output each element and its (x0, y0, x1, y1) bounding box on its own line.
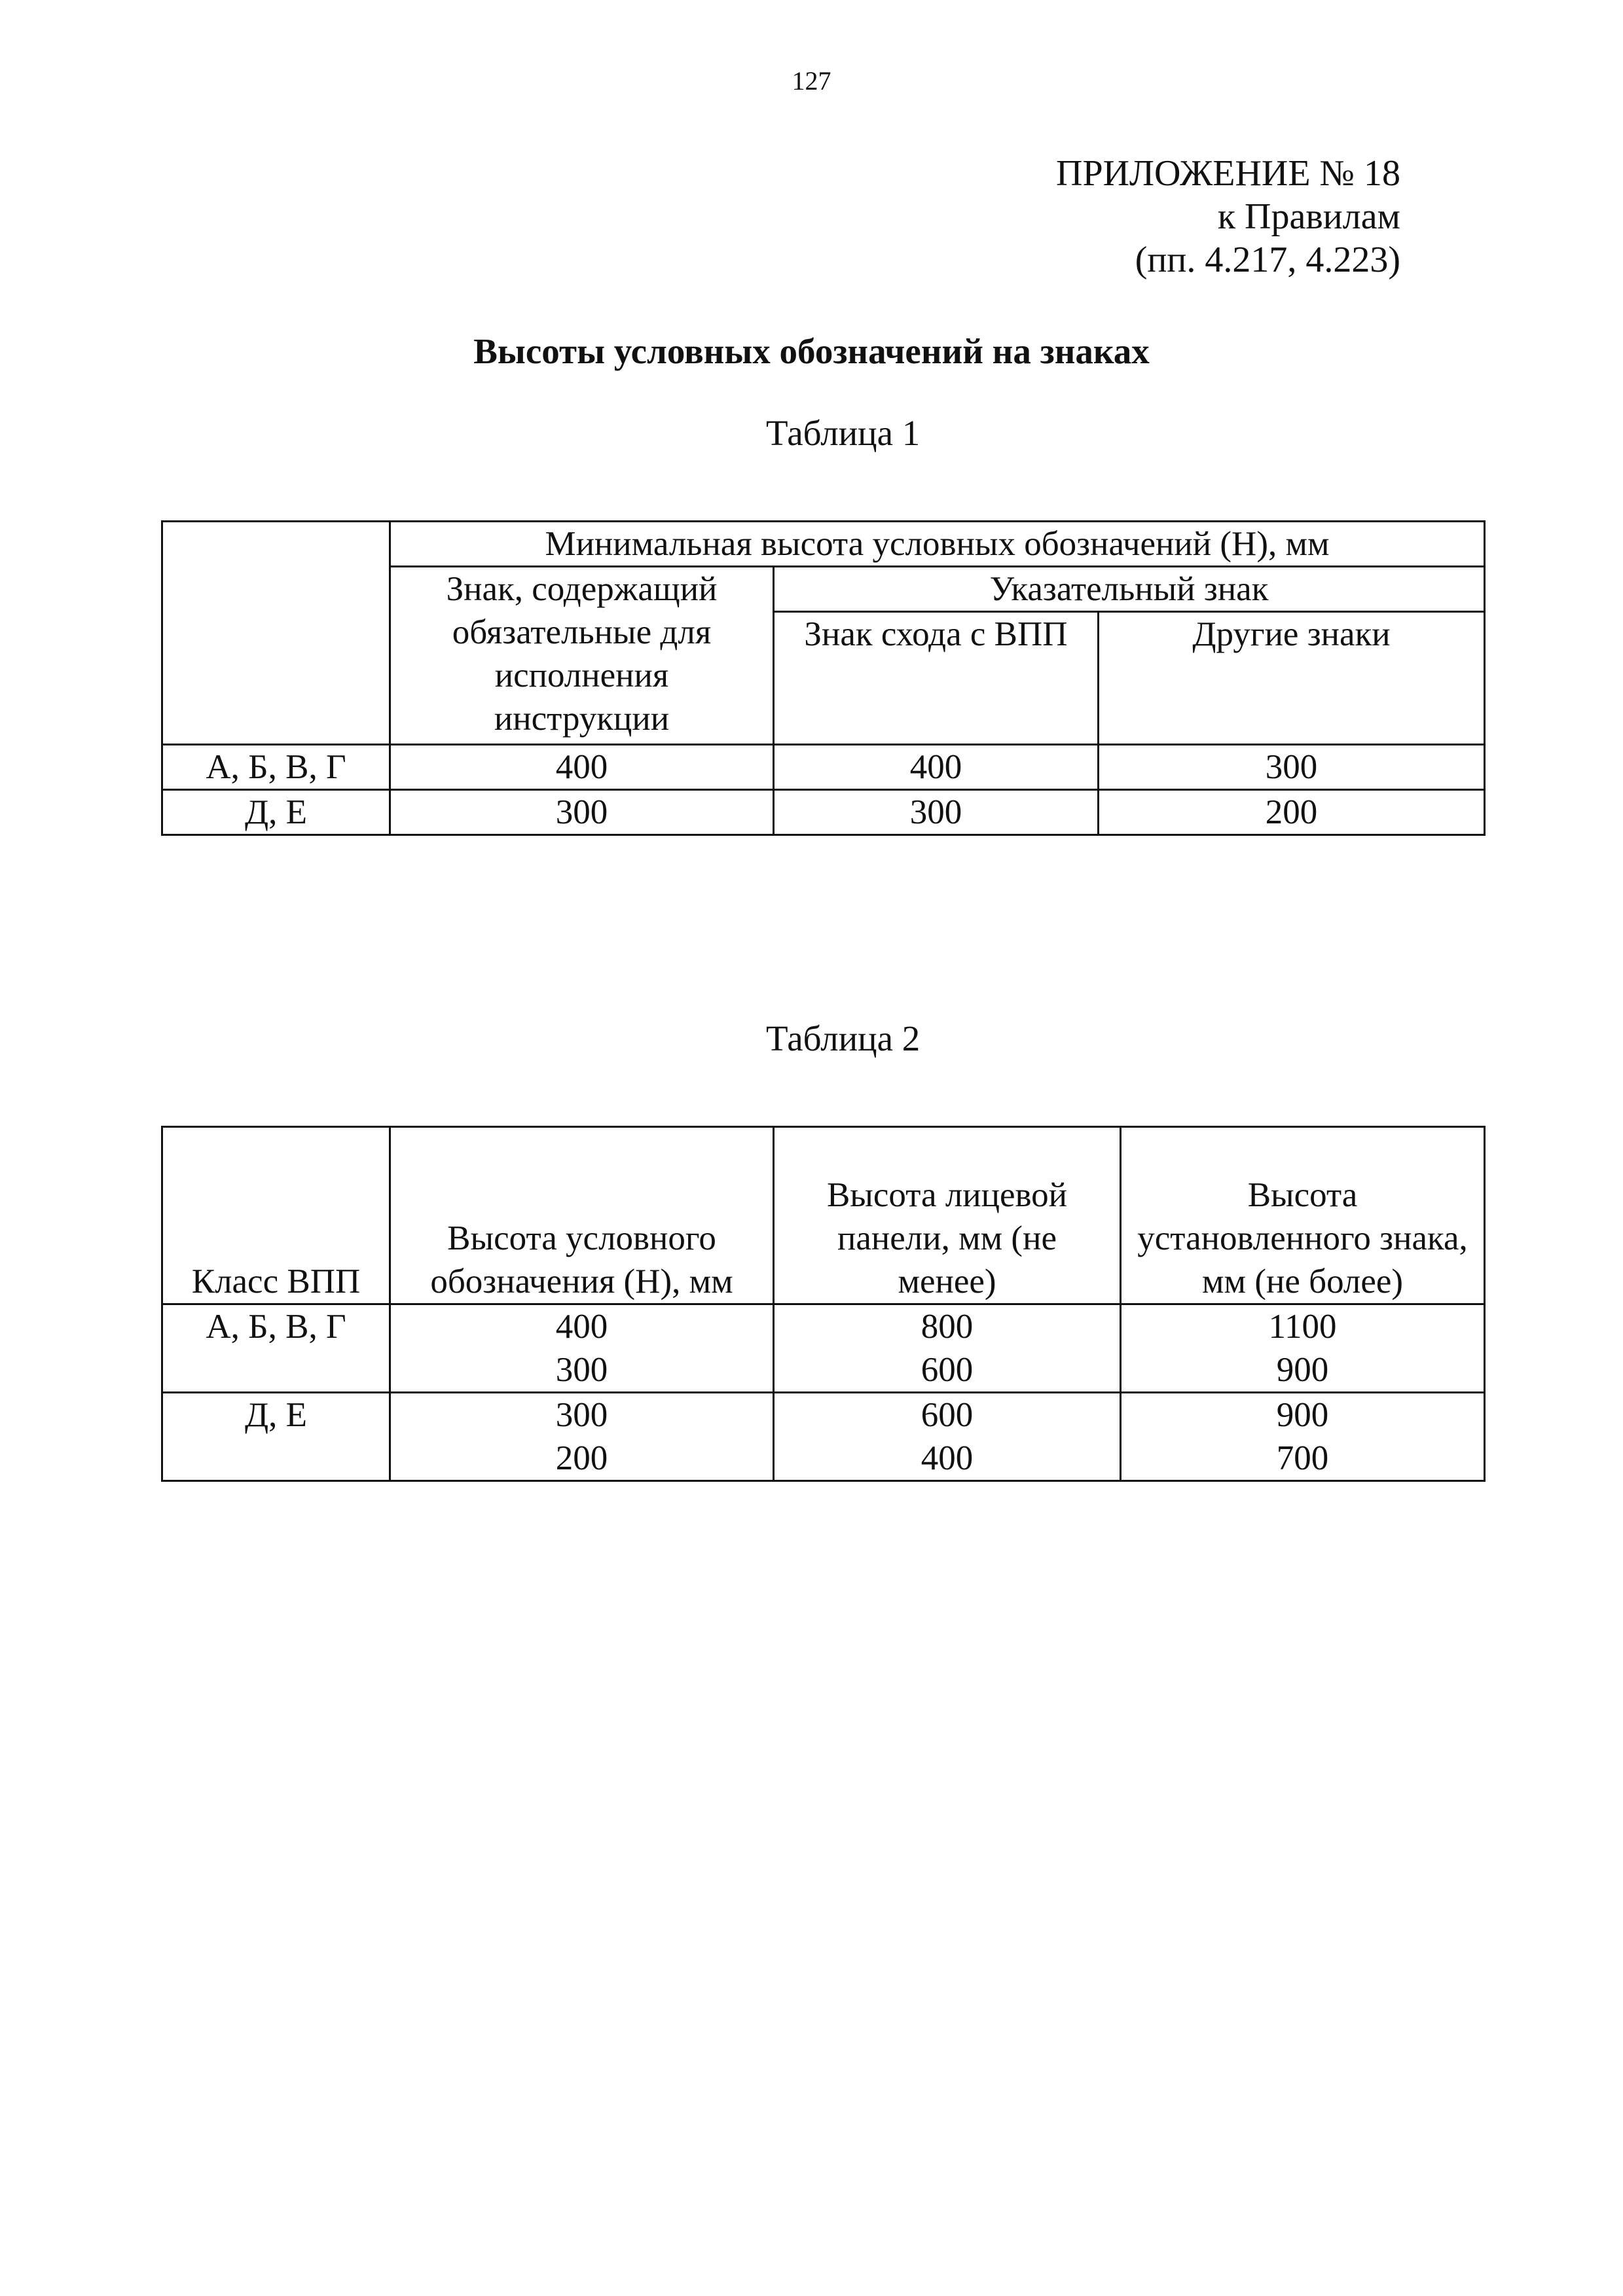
table2-row2-symbol (390, 1393, 774, 1481)
table1-header-direction: Указательный знак (774, 567, 1485, 612)
appendix-title: ПРИЛОЖЕНИЕ № 18 (1056, 153, 1400, 194)
table1-corner-cell (162, 522, 390, 745)
table1-row2-mandatory: 300 (390, 790, 774, 835)
table1-header-mandatory: Знак, содержащий обязательные для исполнения инструкции (390, 567, 774, 745)
table2-row1-class: А, Б, В, Г (162, 1304, 390, 1393)
table2-row2-symbol-value: 200 (555, 1439, 608, 1477)
table-row (162, 790, 1485, 835)
table2-row2-sign (1121, 1393, 1485, 1481)
table1-row2-class: Д, Е (162, 790, 390, 835)
table2-row1-symbol-value: 300 (555, 1351, 608, 1389)
table2-header-panel-height: Высота лицевой панели, мм (не менее) (774, 1127, 1121, 1304)
table2-row1-symbol-value: 400 (555, 1308, 608, 1346)
table-2 (161, 1126, 1486, 1482)
table-row (162, 1393, 1485, 1481)
table2-header-sign-height: Высота установленного знака, мм (не более) (1121, 1127, 1485, 1304)
table2-row1-panel-value: 800 (921, 1308, 974, 1346)
document-title: Высоты условных обозначений на знаках (473, 331, 1150, 371)
table1-header-exit: Знак схода с ВПП (774, 612, 1099, 745)
table1-row2-exit: 300 (774, 790, 1099, 835)
table1-header-other: Другие знаки (1099, 612, 1485, 745)
table-row (162, 745, 1485, 790)
table1-row1-mandatory: 400 (390, 745, 774, 790)
table2-row2-symbol-value: 300 (555, 1396, 608, 1434)
table2-row2-sign-value: 900 (1276, 1396, 1329, 1434)
table2-header-class: Класс ВПП (162, 1127, 390, 1304)
appendix-rules: к Правилам (1217, 196, 1400, 237)
table1-row2-other: 200 (1099, 790, 1485, 835)
table2-row2-panel-value: 400 (921, 1439, 974, 1477)
table2-row1-sign (1121, 1304, 1485, 1393)
table1-header-main: Минимальная высота условных обозначений (H), мм (390, 522, 1485, 567)
table2-row1-symbol (390, 1304, 774, 1393)
table2-row1-panel-value: 600 (921, 1351, 974, 1389)
table2-row2-panel-value: 600 (921, 1396, 974, 1434)
table-1 (161, 520, 1486, 836)
table2-row1-panel (774, 1304, 1121, 1393)
table1-row1-class: А, Б, В, Г (162, 745, 390, 790)
table2-row2-sign-value: 700 (1276, 1439, 1329, 1477)
appendix-refs: (пп. 4.217, 4.223) (1135, 240, 1400, 280)
table2-row1-sign-value: 1100 (1268, 1308, 1337, 1346)
table2-caption: Таблица 2 (766, 1018, 921, 1058)
table1-caption: Таблица 1 (766, 413, 921, 453)
table2-row2-class: Д, Е (162, 1393, 390, 1481)
table1-row1-exit: 400 (774, 745, 1099, 790)
page-number: 127 (792, 66, 831, 96)
table2-row2-panel (774, 1393, 1121, 1481)
table2-row1-sign-value: 900 (1276, 1351, 1329, 1389)
table-row (162, 1304, 1485, 1393)
table2-header-symbol-height: Высота условного обозначения (H), мм (390, 1127, 774, 1304)
table1-row1-other: 300 (1099, 745, 1485, 790)
